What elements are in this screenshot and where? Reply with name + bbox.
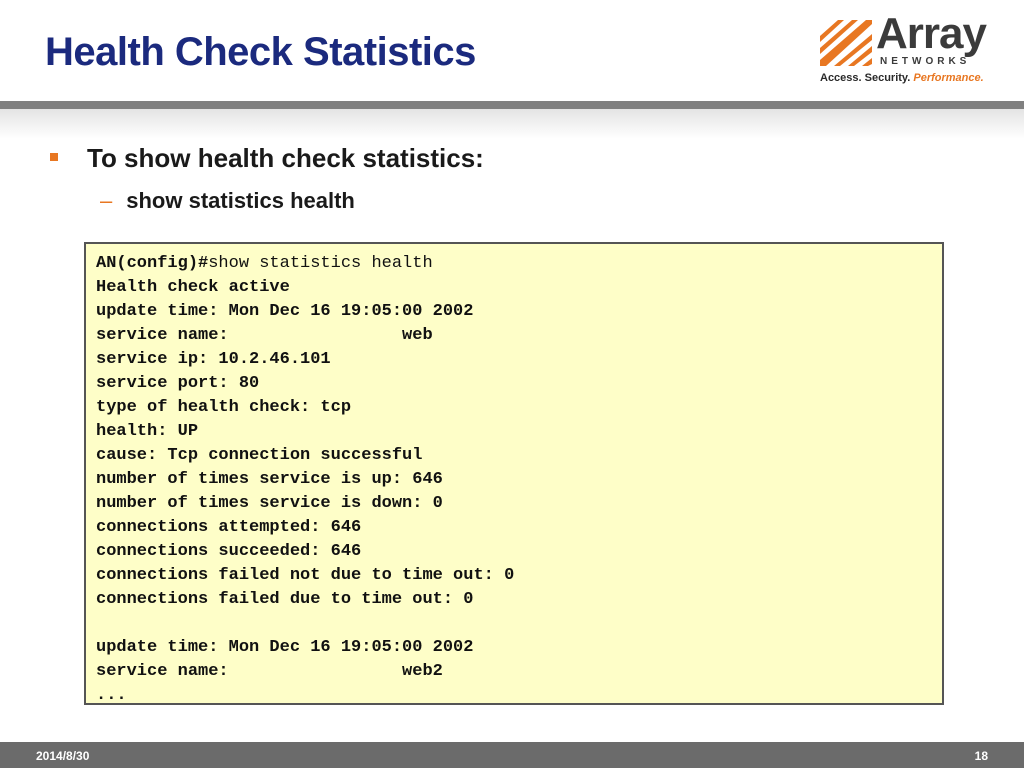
footer-date: 2014/8/30 — [36, 749, 90, 763]
cli-output-line: service ip: 10.2.46.101 — [96, 350, 331, 369]
cli-output-line: health: UP — [96, 422, 199, 441]
cli-output-box — [84, 242, 944, 705]
cli-command: show statistics health — [208, 254, 433, 273]
cli-output-line: ... — [96, 686, 127, 705]
cli-output-line: service name: web2 — [96, 662, 443, 681]
cli-output-line: number of times service is up: 646 — [96, 470, 443, 489]
bullet-level2 — [100, 188, 355, 214]
bullet-level1-text: To show health check statistics: — [87, 143, 484, 173]
cli-prompt: AN(config)# — [96, 254, 209, 273]
cli-output-line: connections attempted: 646 — [96, 518, 362, 537]
cli-output-line: number of times service is down: 0 — [96, 494, 443, 513]
bullet-level2-text: show statistics health — [126, 188, 355, 213]
logo-tagline — [820, 72, 984, 84]
array-logo-icon — [820, 20, 872, 66]
cli-output-line: service port: 80 — [96, 374, 260, 393]
cli-output-line: update time: Mon Dec 16 19:05:00 2002 — [96, 302, 474, 321]
page-number: 18 — [974, 749, 988, 763]
header-divider — [0, 101, 1024, 109]
cli-output-line: connections failed due to time out: 0 — [96, 590, 474, 609]
dash-bullet-icon: – — [100, 188, 113, 213]
slide-title: Health Check Statistics — [45, 30, 476, 74]
cli-output-line: cause: Tcp connection successful — [96, 446, 423, 465]
cli-output-line: Health check active — [96, 278, 290, 297]
logo-wordmark: Array — [876, 9, 986, 58]
cli-command-line — [96, 252, 932, 276]
cli-output-line: connections succeeded: 646 — [96, 542, 362, 561]
array-networks-logo — [820, 9, 1005, 88]
slide-footer — [0, 742, 1024, 768]
cli-output-line: type of health check: tcp — [96, 398, 352, 417]
cli-output-line — [96, 612, 932, 636]
square-bullet-icon — [50, 153, 58, 161]
cli-output-line: service name: web — [96, 326, 433, 345]
cli-output-line: update time: Mon Dec 16 19:05:00 2002 — [96, 638, 474, 657]
tagline-emphasis: Performance. — [913, 72, 984, 84]
tagline-prefix: Access. Security. — [820, 72, 914, 84]
cli-output-line: connections failed not due to time out: 0 — [96, 566, 515, 585]
logo-subtitle: NETWORKS — [880, 56, 971, 67]
